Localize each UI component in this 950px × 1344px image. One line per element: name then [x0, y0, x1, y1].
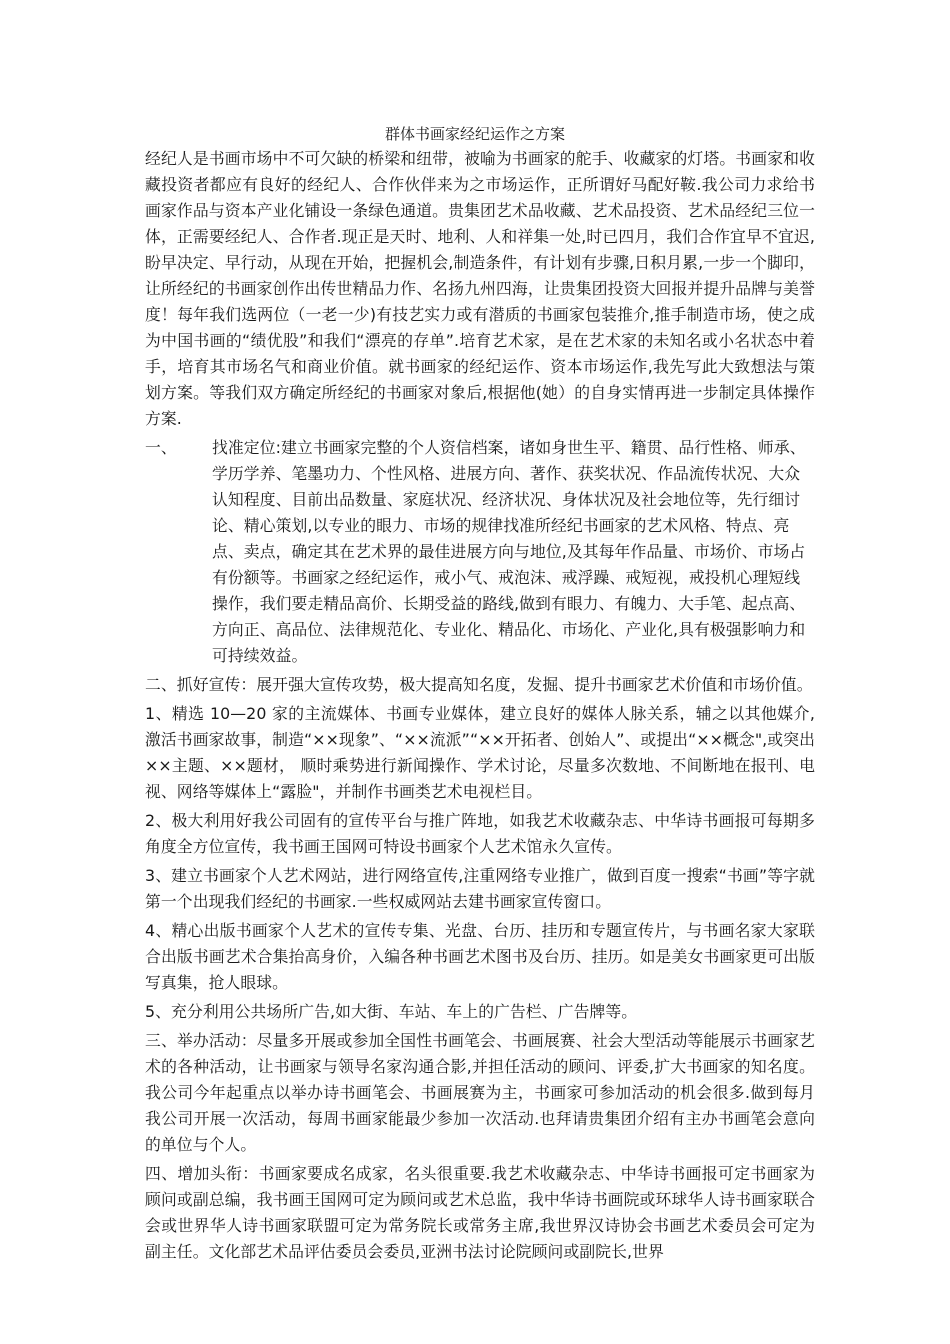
section-1-content: 找准定位:建立书画家完整的个人资信档案，诸如身世生平、籍贯、品行性格、师承、学历学养、笔墨功力、个性风格、进展方向、著作、获奖状况、作品流传状况、大众认知程度、目前出品数量、家庭状况、经济状况、身体状况及社会地位等，先行细讨论、精心策划,以专业的眼力、市场的规律找准所经纪书画家的艺术风格、特点、亮点、卖点，确定其在艺术界的最佳进展方向与地位,及其每年作品量、市场价、市场占有份额等。书画家之经纪运作，戒小气、戒泡沫、戒浮躁、戒短视，戒投机心理短线操作，我们要走精品高价、长期受益的路线,做到有眼力、有魄力、大手笔、起点高、方向正、高品位、法律规范化、专业化、精品化、市场化、产业化,具有极强影响力和可持续效益。: [212, 438, 806, 665]
section-3-paragraph: 三、举办活动：尽量多开展或参加全国性书画笔会、书画展赛、社会大型活动等能展示书画家艺术的各种活动，让书画家与领导名家沟通合影,并担任活动的顾问、评委,扩大书画家的知名度。我公司今年起重点以举办诗书画笔会、书画展赛为主，书画家可参加活动的机会很多.做到每月我公司开展一次活动，每周书画家能最少参加一次活动.也拜请贵集团介绍有主办书画笔会意向的单位与个人。: [145, 1031, 815, 1154]
list-item: 1、精选 10—20 家的主流媒体、书画专业媒体，建立良好的媒体人脉关系，辅之以其他媒介,激活书画家故事，制造“××现象”、“××流派”“××开拓者、创始人”、或提出“××概念",或突出××主题、××题材， 顺时乘势进行新闻操作、学术讨论，尽量多次数地、不间断地在报刊、电视、网络等媒体上“露脸"，并制作书画类艺术电视栏目。: [145, 704, 815, 801]
section-1: [145, 435, 815, 669]
section-2-heading: 二、抓好宣传：展开强大宣传攻势，极大提高知名度，发掘、提升书画家艺术价值和市场价值。: [145, 675, 813, 694]
document-body: [145, 146, 815, 1268]
section-1-text: [180, 435, 815, 669]
list-item: 2、极大利用好我公司固有的宣传平台与推广阵地，如我艺术收藏杂志、中华诗书画报可每期多角度全方位宣传，我书画王国网可特设书画家个人艺术馆永久宣传。: [145, 811, 815, 856]
section-1-number: 一、: [145, 438, 177, 457]
document-title: 群体书画家经纪运作之方案: [384, 125, 565, 143]
intro-paragraph: 经纪人是书画市场中不可欠缺的桥梁和纽带，被喻为书画家的舵手、收藏家的灯塔。书画家和收藏投资者都应有良好的经纪人、合作伙伴来为之市场运作，正所谓好马配好鞍.我公司力求给书画家作品与资本产业化铺设一条绿色通道。贵集团艺术品收藏、艺术品投资、艺术品经纪三位一体，正需要经纪人、合作者.现正是天时、地利、人和祥集一处,时已四月，我们合作宜早不宜迟,盼早决定、早行动，从现在开始，把握机会,制造条件，有计划有步骤,日积月累,一步一个脚印，让所经纪的书画家创作出传世精品力作、名扬九州四海，让贵集团投资大回报并提升品牌与美誉度！每年我们选两位（一老一少)有技艺实力或有潜质的书画家包装推介,推手制造市场，使之成为中国书画的“绩优股”和我们“漂亮的存单”.培育艺术家，是在艺术家的未知名或小名状态中着手，培育其市场名气和商业价值。就书画家的经纪运作、资本市场运作,我先写此大致想法与策划方案。等我们双方确定所经纪的书画家对象后,根据他(她）的自身实情再进一步制定具体操作方案.: [145, 149, 815, 428]
list-item: 5、充分利用公共场所广告,如大街、车站、车上的广告栏、广告牌等。: [145, 1002, 638, 1021]
list-item: 3、建立书画家个人艺术网站，进行网络宣传,注重网络专业推广，做到百度一搜索“书画”等字就第一个出现我们经纪的书画家.一些权威网站去建书画家宣传窗口。: [145, 866, 815, 911]
list-item: 4、精心出版书画家个人艺术的宣传专集、光盘、台历、挂历和专题宣传片，与书画名家大家联合出版书画艺术合集抬高身价，入编各种书画艺术图书及台历、挂历。如是美女书画家更可出版写真集，抢人眼球。: [145, 921, 815, 992]
section-4-paragraph: 四、增加头衔：书画家要成名成家，名头很重要.我艺术收藏杂志、中华诗书画报可定书画家为顾问或副总编，我书画王国网可定为顾问或艺术总监，我中华诗书画院或环球华人诗书画家联合会或世界华人诗书画家联盟可定为常务院长或常务主席,我世界汉诗协会书画艺术委员会可定为副主任。文化部艺术品评估委员会委员,亚洲书法讨论院顾问或副院长,世界: [145, 1164, 815, 1261]
